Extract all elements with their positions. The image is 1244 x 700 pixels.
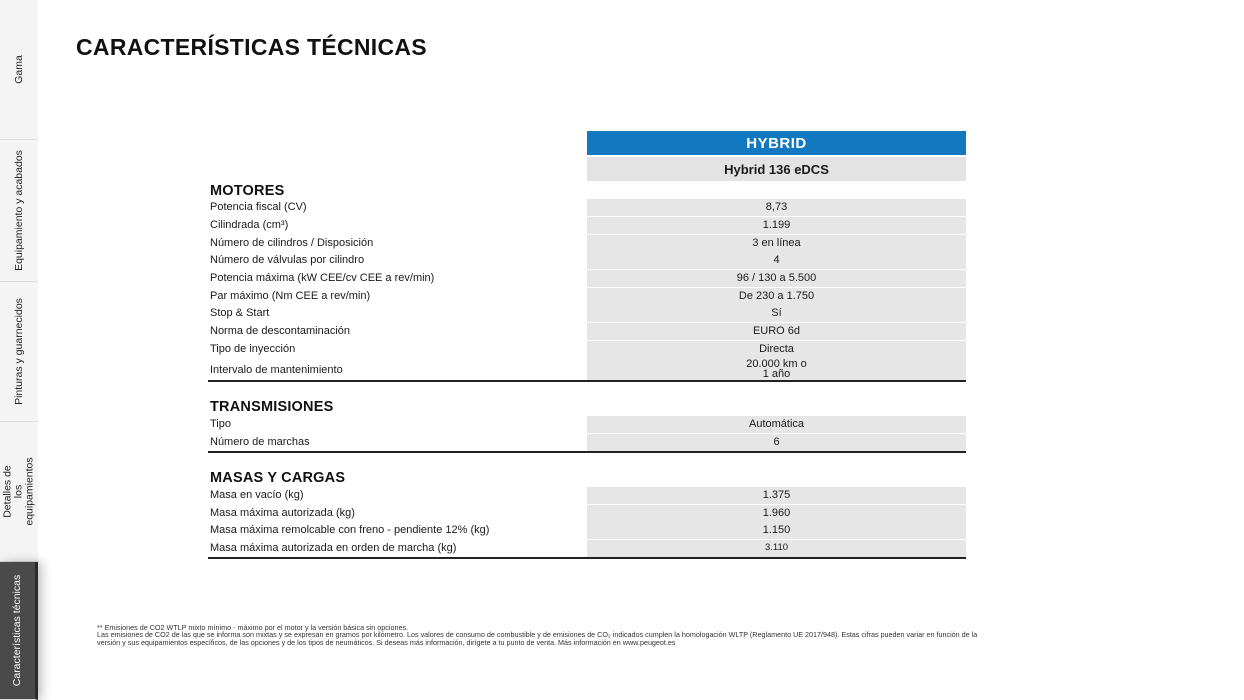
column-version-header: Hybrid 136 eDCS	[587, 157, 966, 181]
row-value: 6	[587, 434, 966, 451]
row-label: Par máximo (Nm CEE a rev/min)	[210, 290, 371, 302]
row-label: Número de válvulas por cilindro	[210, 254, 365, 266]
row-label: Potencia fiscal (CV)	[210, 201, 307, 213]
sidebar-tab-pinturas[interactable]	[0, 282, 38, 422]
row-label: Número de cilindros / Disposición	[210, 237, 374, 249]
row-value: Sí	[587, 305, 966, 322]
sidebar-tab-label: Equipamiento y acabados	[12, 150, 25, 271]
row-value: Directa	[587, 341, 966, 358]
table-row	[208, 341, 966, 359]
row-label: Masa en vacío (kg)	[210, 489, 304, 501]
row-value: 1.375	[587, 487, 966, 504]
row-label: Tipo	[210, 418, 231, 430]
footnote-line: versión y sus equipamientos específicos, de las opciones y de los tipos de neumáticos. Si deseas más información, dirígete a tu punto de venta. Más información en www.peugeot.es	[97, 638, 676, 647]
page-title: CARACTERÍSTICAS TÉCNICAS	[76, 34, 427, 60]
section-divider	[208, 380, 966, 382]
table-row	[208, 270, 966, 288]
row-value: De 230 a 1.750	[587, 288, 966, 305]
table-row	[208, 358, 966, 380]
section-title-motores: MOTORES	[210, 183, 285, 199]
row-label: Masa máxima autorizada (kg)	[210, 507, 355, 519]
section-divider	[208, 557, 966, 559]
row-value-line: 20.000 km o	[746, 358, 807, 370]
sidebar-tab-label: Gama	[12, 55, 25, 84]
sidebar-tab-equipamiento[interactable]	[0, 140, 38, 282]
sidebar-tab-detalles[interactable]	[0, 422, 38, 562]
row-label: Potencia máxima (kW CEE/cv CEE a rev/min)	[210, 272, 435, 284]
row-label: Tipo de inyección	[210, 343, 296, 355]
row-value: 1.960	[587, 505, 966, 522]
column-category-header: HYBRID	[587, 131, 966, 155]
row-label: Número de marchas	[210, 436, 310, 448]
row-label: Masa máxima autorizada en orden de marcha (kg)	[210, 542, 457, 554]
sidebar-nav	[0, 0, 38, 700]
row-value: EURO 6d	[587, 323, 966, 340]
table-row	[208, 540, 966, 558]
row-label: Stop & Start	[210, 307, 270, 319]
table-row	[208, 288, 966, 306]
sidebar-tab-label: Pinturas y guarnecidos	[12, 298, 25, 405]
table-row	[208, 487, 966, 505]
row-label: Cilindrada (cm³)	[210, 219, 289, 231]
table-row	[208, 305, 966, 323]
sidebar-tab-label: Detalles de los equipamientos	[1, 457, 36, 526]
row-value: 8,73	[587, 199, 966, 216]
row-label: Norma de descontaminación	[210, 325, 351, 337]
table-row	[208, 434, 966, 452]
footnote-line: Las emisiones de CO2 de las que se informa son mixtas y se expresan en gramos por kilómetro. Los valores de consumo de combustible y de emisiones de CO₂ indicados cumplen la homologación WLTP (Reglamento UE 2017/948). Estas cifras pueden variar en función de la	[97, 630, 978, 639]
sidebar-tab-label: Características técnicas	[11, 574, 23, 687]
table-row	[208, 199, 966, 217]
table-row	[208, 416, 966, 434]
row-value-line: 1 año	[762, 368, 791, 380]
row-label: Masa máxima remolcable con freno - pendiente 12% (kg)	[210, 524, 490, 536]
sidebar-tab-caracteristicas[interactable]	[0, 562, 38, 700]
row-value: 1.150	[587, 522, 966, 539]
row-value	[587, 358, 966, 380]
row-value: 96 / 130 a 5.500	[587, 270, 966, 287]
section-title-transmisiones: TRANSMISIONES	[210, 399, 334, 415]
table-row	[208, 522, 966, 540]
table-row	[208, 505, 966, 523]
row-value: Automática	[587, 416, 966, 433]
table-row	[208, 252, 966, 270]
sidebar-tab-gama[interactable]	[0, 0, 38, 140]
row-value: 3.110	[587, 540, 966, 557]
footnote-line: ** Emisiones de CO2 WTLP mixto mínimo - máximo por el motor y la versión básica sin opciones.	[97, 623, 409, 632]
table-row	[208, 217, 966, 235]
row-label: Intervalo de mantenimiento	[210, 364, 343, 376]
section-title-masas: MASAS Y CARGAS	[210, 470, 346, 486]
table-row	[208, 235, 966, 253]
table-row	[208, 323, 966, 341]
section-divider	[208, 451, 966, 453]
row-value: 4	[587, 252, 966, 269]
row-value: 3 en línea	[587, 235, 966, 252]
row-value: 1.199	[587, 217, 966, 234]
